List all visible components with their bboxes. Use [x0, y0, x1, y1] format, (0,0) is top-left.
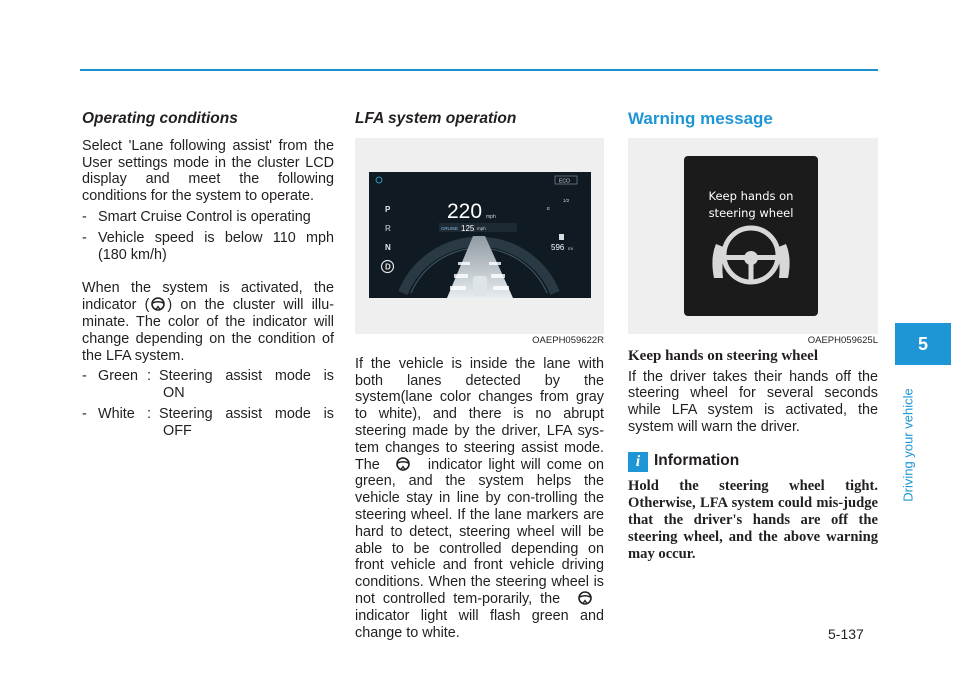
- top-rule: [80, 69, 878, 71]
- car-icon: [473, 276, 487, 296]
- page-number: 5-137: [828, 626, 864, 642]
- figure-code: OAEPH059622R: [532, 334, 604, 346]
- range-unit: mi: [568, 245, 573, 251]
- gear-r: R: [385, 223, 391, 233]
- warning-screen: [684, 156, 818, 316]
- subheading-keep-hands: Keep hands on steering wheel: [628, 347, 819, 364]
- cruise-label: CRUISE: [441, 225, 459, 231]
- warning-display-illustration: [628, 138, 878, 334]
- state-white: [82, 406, 334, 440]
- column-operating-conditions: [82, 108, 334, 440]
- heading-warning-message: Warning message: [628, 109, 773, 128]
- state-word: assist: [225, 405, 263, 422]
- lfa-indicator-icon: [578, 591, 592, 605]
- state-desc: [159, 406, 334, 440]
- state-word: is: [323, 368, 334, 385]
- state-word: Steering: [159, 368, 213, 385]
- lfa-operation-paragraph: [355, 356, 604, 642]
- state-word: mode: [274, 405, 311, 422]
- state-desc: [159, 368, 334, 402]
- fuel-half: 1/2: [563, 197, 570, 203]
- condition-item: [82, 209, 334, 226]
- state-word: Steering: [159, 405, 213, 422]
- information-header: [628, 452, 878, 472]
- intro-paragraph: Select 'Lane following assist' from the User settings mode in the cluster LCD display and meet the following conditions for the system to operate.: [82, 137, 334, 205]
- figure-cluster: [355, 138, 604, 346]
- activation-paragraph: [82, 280, 334, 364]
- chapter-title-vertical: [900, 382, 916, 507]
- info-icon: i: [628, 452, 648, 472]
- fuel-e: E: [547, 205, 551, 211]
- cluster-display-illustration: [355, 138, 604, 334]
- gear-n: N: [385, 242, 391, 252]
- condition-text: Vehicle speed is below 110 mph (180 km/h): [98, 229, 334, 263]
- dash-marker: -: [82, 208, 87, 225]
- state-value: OFF: [163, 422, 192, 439]
- warning-paragraph: If the driver takes their hands off the steering wheel for several seconds while LFA system is activated, the system will warn the driver.: [628, 368, 878, 435]
- speed-unit: mph: [486, 213, 496, 220]
- gear-p: P: [385, 204, 391, 214]
- chapter-tab: 5: [895, 323, 951, 365]
- dash-marker: -: [82, 229, 87, 246]
- state-value: ON: [163, 385, 185, 402]
- column-warning-message: [628, 108, 878, 563]
- state-green: [82, 368, 334, 402]
- heading-lfa-operation: LFA system operation: [355, 110, 517, 127]
- state-word: mode: [274, 368, 311, 385]
- para-part: indicator light will come on green, and the system helps the vehicle stay in line by con-trolling the steering wheel. If the lane markers are hard to detect, steering wheel will be able to be controlled depending on front vehicle and front vehicle driving conditions. When the steering wheel is not controlled tem-porarily, the: [355, 456, 605, 607]
- para-part: indicator light will flash green and change to white.: [355, 607, 604, 641]
- eco-mode: ECO: [559, 178, 570, 185]
- column-lfa-operation: [355, 108, 604, 641]
- gear-d: D: [385, 262, 391, 272]
- condition-text: Smart Cruise Control is operating: [98, 208, 311, 225]
- condition-item: [82, 230, 334, 264]
- chapter-title: Driving your vehicle: [900, 387, 916, 502]
- para-part: If the vehicle is inside the lane with both lanes detected by the system(lane color changes from gray to white), and there is no abrupt steering made by the driver, LFA sys-tem changes to steering assist mode. The: [355, 355, 604, 473]
- lfa-indicator-icon: [151, 297, 165, 311]
- cruise-speed: 125: [461, 223, 475, 233]
- info-body: Hold the steering wheel tight. Otherwise, LFA system could mis-judge that the driver's hands are off the steering wheel, and the above warning may occur.: [628, 477, 878, 562]
- state-sep: :: [147, 405, 151, 422]
- display-line-2: steering wheel: [708, 205, 794, 220]
- fuel-pump-icon: [559, 234, 564, 240]
- figure-code: OAEPH059625L: [807, 334, 878, 346]
- figure-warning: [628, 138, 878, 346]
- activation-text-a: When the system is activated, the indicator (: [82, 280, 334, 314]
- cruise-unit: mph: [477, 225, 486, 231]
- display-line-1: Keep hands on: [708, 188, 794, 203]
- state-color: Green: [98, 368, 138, 385]
- activation-text-b: ) on the cluster will illu-minate. The color of the indicator will change depending on the condition of the LFA system.: [82, 297, 334, 364]
- state-sep: :: [147, 368, 151, 385]
- state-color: White: [98, 405, 135, 422]
- range-value: 596: [551, 242, 565, 252]
- speed-value: 220: [447, 199, 483, 223]
- info-title: Information: [654, 452, 740, 470]
- dash-marker: -: [82, 405, 87, 422]
- state-word: assist: [225, 368, 263, 385]
- heading-operating-conditions: Operating conditions: [82, 110, 238, 127]
- state-word: is: [323, 405, 334, 422]
- dash-marker: -: [82, 368, 87, 385]
- lfa-indicator-icon: [396, 457, 410, 471]
